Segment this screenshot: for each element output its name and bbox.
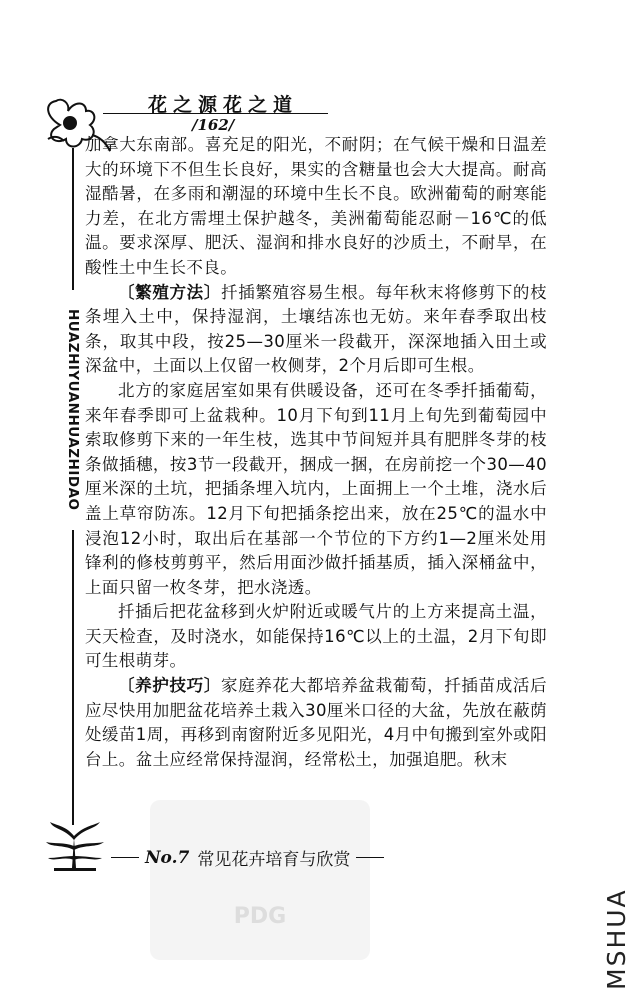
paragraph-text: 扦插繁殖容易生根。每年秋末将修剪下的枝条埋入土中，保持湿润，土壤结冻也无妨。来年春季取出枝条，取其中段，按25—30厘米一段截开，深深地插入田土或深盆中，土面以上仅留一枚侧芽，2个月后即可生根。 bbox=[85, 282, 547, 376]
footer-dash-right bbox=[356, 857, 384, 858]
section-tag: 〔养护技巧〕 bbox=[118, 676, 222, 696]
paragraph: 加拿大东南部。喜充足的阳光，不耐阴；在气候干燥和日温差大的环境下不但生长良好，果实的含糖量也会大大提高。耐高湿酷暑，在多雨和潮湿的环境中生长不良。欧洲葡萄的耐寒能力差，在北方需埋土保护越冬，美洲葡萄能忍耐－16℃的低温。要求深厚、肥沃、湿润和排水良好的沙质土，不耐旱，在酸性土中生长不良。 bbox=[85, 135, 547, 277]
paragraph bbox=[85, 281, 547, 379]
plant-ornament-icon bbox=[44, 818, 106, 874]
footer-chapter-number: No.7 bbox=[145, 847, 190, 868]
vertical-margin-mark: MSHUA bbox=[602, 888, 631, 990]
paragraph bbox=[85, 674, 547, 772]
footer-dash-left bbox=[111, 857, 139, 858]
side-divider-bottom bbox=[72, 530, 74, 825]
footer-chapter-title: 常见花卉培育与欣赏 bbox=[197, 850, 351, 870]
side-running-title: HUAZHIYUANHUAZHIDAO bbox=[65, 309, 81, 511]
section-tag: 〔繁殖方法〕 bbox=[118, 282, 222, 302]
page-number: /162/ bbox=[192, 116, 235, 134]
side-divider-top bbox=[72, 148, 74, 290]
page-footer bbox=[105, 845, 390, 870]
paragraph: 北方的家庭居室如果有供暖设备，还可在冬季扦插葡萄，来年春季即可上盆栽种。10月下旬到11月上旬先到葡萄园中索取修剪下来的一年生枝，选其中节间短并具有肥胖冬芽的枝条做插穗，按3节一段截开，捆成一捆，在房前挖一个30—40厘米深的土坑，把插条埋入坑内，上面拥上一个土堆，浇水后盖上草帘防冻。12月下旬把插条挖出来，放在25℃的温水中浸泡12小时，取出后在基部一个节位的下方约1—2厘米处用锋利的修枝剪剪平，然后用面沙做扦插基质，插入深桶盆中，上面只留一枚冬芽，把水浇透。 bbox=[85, 380, 547, 597]
paragraph: 扦插后把花盆移到火炉附近或暖气片的上方来提高土温，天天检查，及时浇水，如能保持16℃以上的土温，2月下旬即可生根萌芽。 bbox=[85, 602, 547, 671]
watermark: PDG bbox=[150, 800, 370, 960]
body-text bbox=[85, 133, 547, 772]
header-rule bbox=[103, 113, 328, 114]
paragraph-text: 家庭养花大都培养盆栽葡萄，扦插苗成活后应尽快用加肥盆花培养土栽入30厘米口径的大盆，先放在蔽荫处缓苗1周，再移到南窗附近多见阳光，4月中旬搬到室外或阳台上。盆土应经常保持湿润，经常松土，加强追肥。秋末 bbox=[85, 676, 547, 769]
page-header-title: 花之源花之道 bbox=[148, 94, 299, 116]
